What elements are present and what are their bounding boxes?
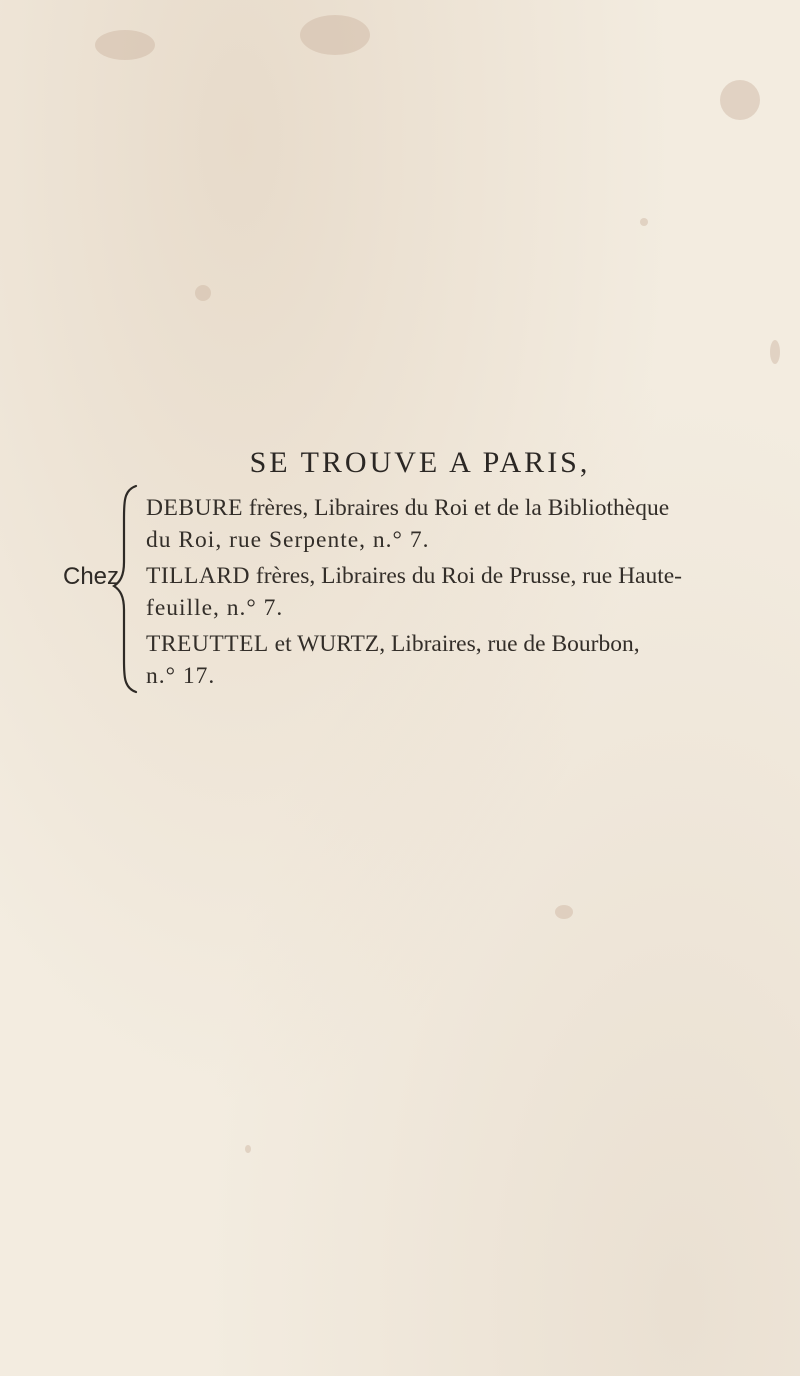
foxing-spot	[195, 285, 211, 301]
bookseller-description: frères, Libraires du Roi de Prusse, rue Haute-	[250, 563, 683, 589]
bookseller-address: feuille, n.° 7.	[146, 595, 284, 621]
foxing-spot	[640, 218, 648, 226]
bookseller-list	[146, 492, 786, 696]
page-heading: SE TROUVE A PARIS,	[249, 446, 591, 479]
bookseller-name: DEBURE	[146, 495, 243, 521]
foxing-spot	[720, 80, 760, 120]
bookseller-name: TILLARD	[146, 563, 251, 589]
bookseller-address: du Roi, rue Serpente, n.° 7.	[146, 527, 430, 553]
chez-label: Chez	[63, 563, 120, 590]
foxing-spot	[95, 30, 155, 60]
list-item	[146, 560, 786, 624]
bookseller-name: TREUTTEL	[146, 631, 269, 657]
foxing-spot	[245, 1145, 251, 1153]
bookseller-description: et WURTZ, Libraires, rue de Bourbon,	[268, 631, 640, 657]
list-item	[146, 628, 786, 692]
foxing-spot	[555, 905, 573, 919]
foxing-spot	[300, 15, 370, 55]
bookseller-address: n.° 17.	[146, 663, 216, 689]
bookseller-description: frères, Libraires du Roi et de la Bibliothèque	[243, 495, 670, 521]
foxing-spot	[770, 340, 780, 364]
list-item	[146, 492, 786, 556]
left-brace-icon	[112, 484, 140, 694]
